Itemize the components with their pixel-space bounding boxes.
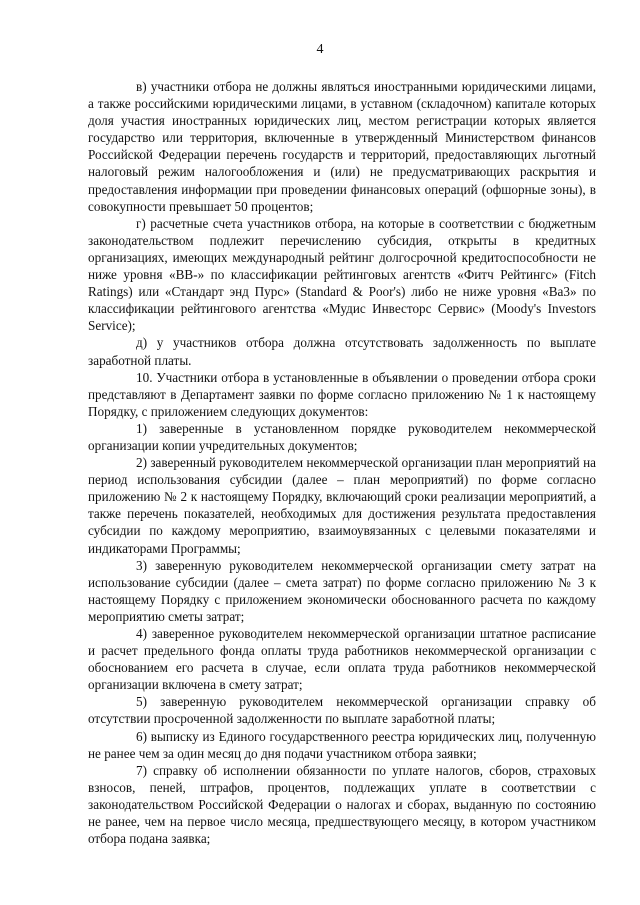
paragraph-item-7: 7) справку об исполнении обязанности по уплате налогов, сборов, страховых взносов, пеней, штрафов, процентов, подлежащих уплате в соответствии с законодательством Российской Федерации о налогах и сборах, выданную по состоянию не ранее, чем на первое число месяца, предшествующего месяцу, в котором участником отбора подана заявка; — [88, 762, 596, 847]
paragraph-item-3: 3) заверенную руководителем некоммерческой организации смету затрат на использование субсидии (далее – смета затрат) по форме согласно приложению № 3 к настоящему Порядку с приложением экономически обоснованного расчета по каждому мероприятию сметы затрат; — [88, 557, 596, 624]
paragraph-v: в) участники отбора не должны являться иностранными юридическими лицами, а также российскими юридическими лицами, в уставном (складочном) капитале которых доля участия иностранных юридических лиц, местом регистрации которых является государство или территория, включенные в утвержденный Министерством финансов Российской Федерации перечень государств и территорий, предоставляющих льготный налоговый режим налогообложения и (или) не предусматривающих раскрытия и предоставления информации при проведении финансовых операций (офшорные зоны), в совокупности превышает 50 процентов; — [88, 79, 596, 214]
paragraph-item-4: 4) заверенное руководителем некоммерческой организации штатное расписание и расчет предельного фонда оплаты труда работников некоммерческой организации с обоснованием его расчета в случае, если оплата труда работников некоммерческой организации включена в смету затрат; — [88, 626, 596, 693]
paragraph-item-6: 6) выписку из Единого государственного реестра юридических лиц, полученную не ранее чем за один месяц до дня подачи участником отбора заявки; — [88, 728, 596, 761]
paragraph-10: 10. Участники отбора в установленные в объявлении о проведении отбора сроки представляют в Департамент заявки по форме согласно приложению № 1 к настоящему Порядку, с приложением следующих документов: — [88, 369, 596, 419]
paragraph-d: д) у участников отбора должна отсутствовать задолженность по выплате заработной платы. — [88, 335, 596, 368]
paragraph-item-2: 2) заверенный руководителем некоммерческой организации план мероприятий на период использования субсидии (далее – план мероприятий) по форме согласно приложению № 2 к настоящему Порядку, включающий сроки реализации мероприятий, а также перечень показателей, необходимых для достижения результата предоставления субсидии по каждому мероприятию, взаимоувязанных с целевыми показателями и индикаторами Программы; — [88, 455, 596, 556]
document-body — [88, 78, 596, 847]
paragraph-item-5: 5) заверенную руководителем некоммерческой организации справку об отсутствии просроченной задолженности по выплате заработной платы; — [88, 694, 596, 727]
paragraph-g: г) расчетные счета участников отбора, на которые в соответствии с бюджетным законодательством подлежит перечислению субсидия, открыты в кредитных организациях, имеющих международный рейтинг долгосрочной кредитоспособности не ниже уровня «BB-» по классификации рейтинговых агентств «Фитч Рейтингс» (Fitch Ratings) или «Стандарт энд Пурс» (Standard & Poor's) либо не ниже уровня «Ba3» по классификации рейтингового агентства «Мудис Инвесторс Сервис» (Moody's Investors Service); — [88, 215, 596, 334]
page-number: 4 — [316, 42, 324, 57]
paragraph-item-1: 1) заверенные в установленном порядке руководителем некоммерческой организации копии учредительных документов; — [88, 420, 596, 453]
